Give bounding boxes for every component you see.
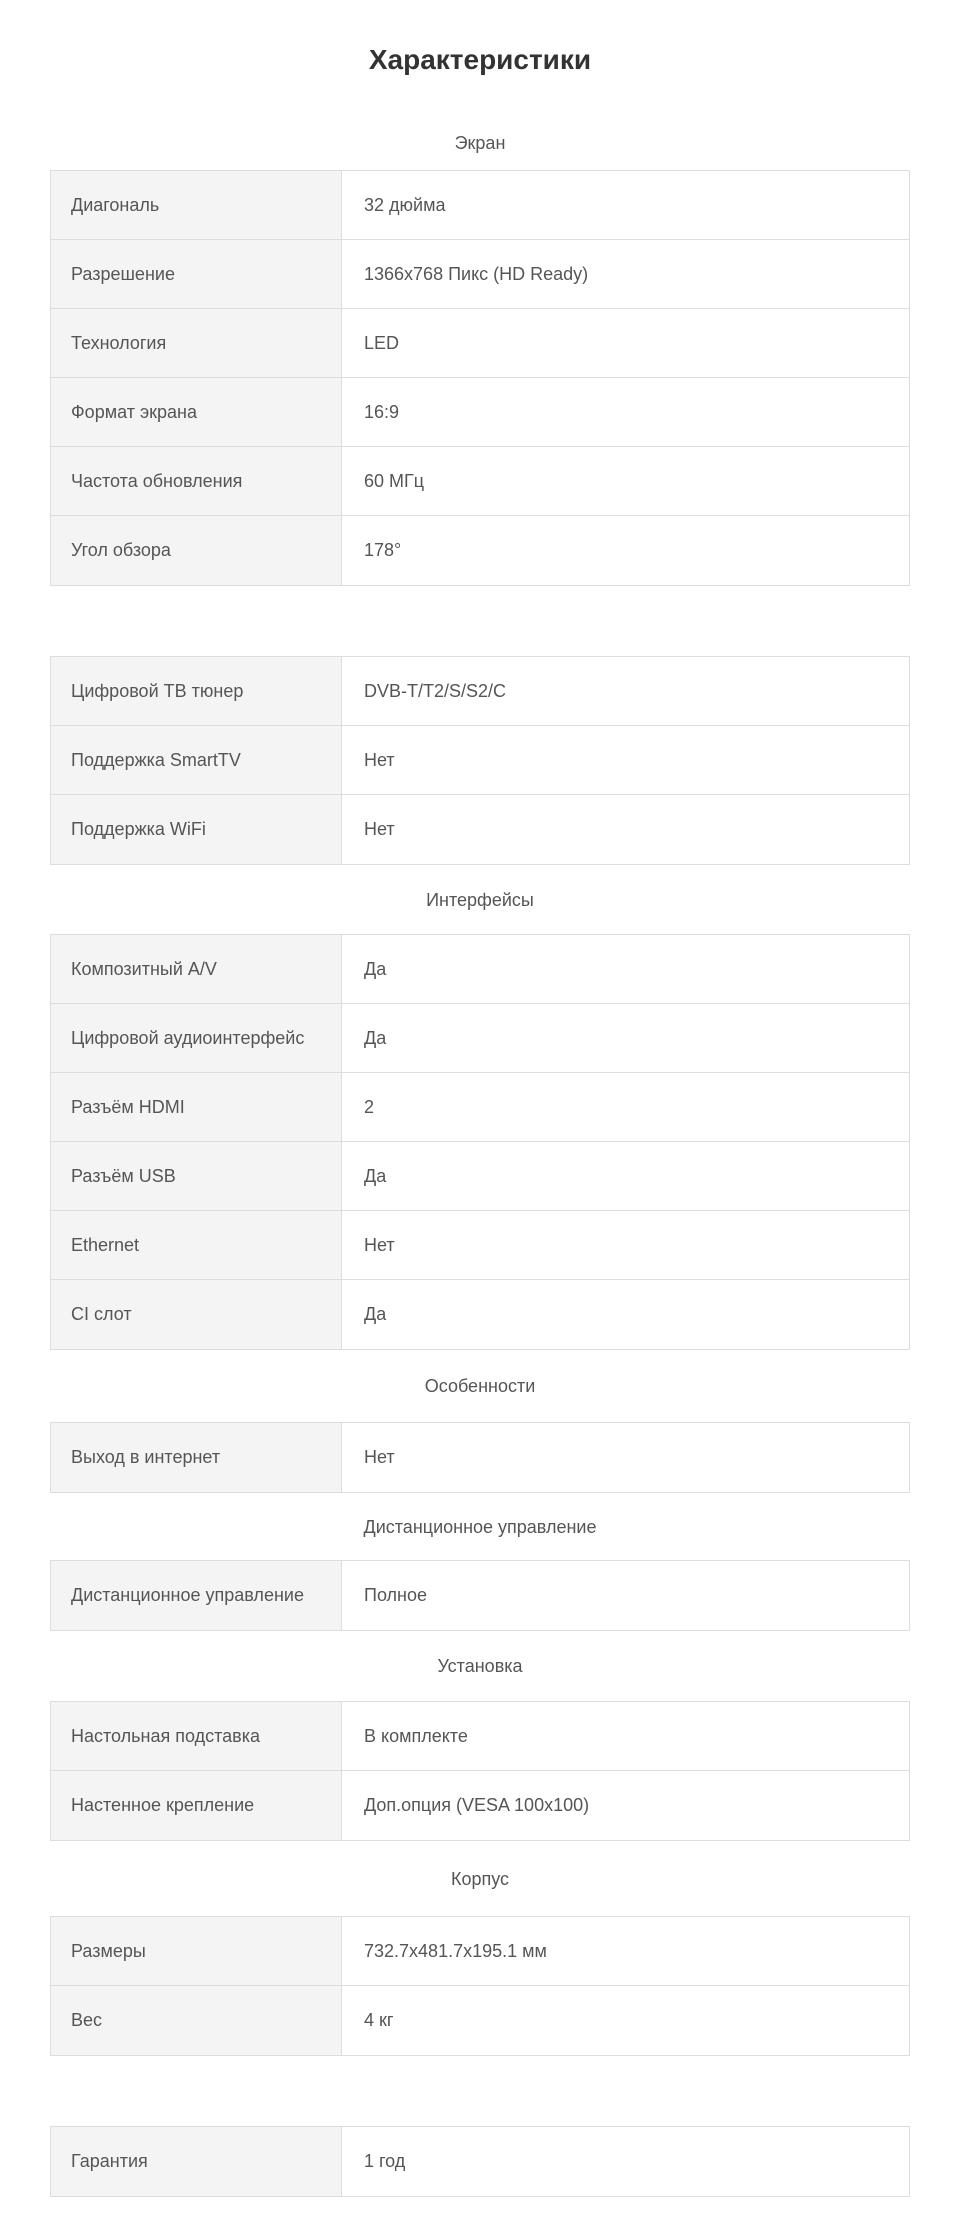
- spec-row: [51, 795, 909, 864]
- spec-section: [50, 1841, 910, 2126]
- spec-section: [50, 1493, 910, 1631]
- spec-row: [51, 1423, 909, 1492]
- spec-value: Полное: [364, 1585, 428, 1605]
- spec-label: Дистанционное управление: [51, 1561, 342, 1630]
- spec-section: [50, 656, 910, 865]
- spec-value: 178°: [364, 540, 402, 560]
- spec-label: Поддержка SmartTV: [51, 726, 342, 794]
- spec-row: [51, 2127, 909, 2196]
- spec-table: [50, 1422, 910, 1493]
- spec-value: 16:9: [364, 401, 400, 422]
- spec-section: [50, 1631, 910, 1841]
- section-spacer: [50, 2056, 910, 2126]
- spec-table: [50, 170, 910, 586]
- spec-value: В комплекте: [364, 1725, 468, 1746]
- spec-table: [50, 934, 910, 1350]
- spec-label: Вес: [51, 1986, 342, 2055]
- spec-label: Частота обновления: [51, 447, 342, 515]
- spec-label: Угол обзора: [51, 516, 342, 585]
- spec-label: Цифровой аудиоинтерфейс: [51, 1004, 342, 1072]
- page-title: Характеристики: [368, 44, 592, 75]
- spec-label: Цифровой ТВ тюнер: [51, 657, 342, 725]
- spec-section: [50, 116, 910, 656]
- spec-row: [51, 1142, 909, 1211]
- spec-row: [51, 171, 909, 240]
- spec-container: [0, 116, 960, 2197]
- spec-label: Размеры: [51, 1917, 342, 1985]
- spec-value: Да: [364, 1027, 387, 1048]
- spec-label: Гарантия: [51, 2127, 342, 2196]
- spec-value: 732.7x481.7x195.1 мм: [364, 1940, 547, 1961]
- spec-table: [50, 1916, 910, 2056]
- spec-row: [51, 1280, 909, 1349]
- spec-value: Нет: [364, 749, 395, 770]
- spec-row: [51, 447, 909, 516]
- spec-row: [51, 1211, 909, 1280]
- spec-value: Нет: [364, 819, 395, 839]
- spec-label: Технология: [51, 309, 342, 377]
- spec-value: 2: [364, 1096, 375, 1117]
- spec-row: [51, 1073, 909, 1142]
- spec-label: Формат экрана: [51, 378, 342, 446]
- spec-value: Да: [364, 958, 387, 979]
- spec-section: [50, 1350, 910, 1493]
- spec-label: Композитный A/V: [51, 935, 342, 1003]
- spec-label: Поддержка WiFi: [51, 795, 342, 864]
- spec-value: DVB-T/T2/S/S2/C: [364, 680, 507, 701]
- spec-table: [50, 1560, 910, 1631]
- spec-row: [51, 726, 909, 795]
- spec-label: Разъём USB: [51, 1142, 342, 1210]
- spec-row: [51, 935, 909, 1004]
- spec-value: 1366x768 Пикс (HD Ready): [364, 263, 589, 284]
- spec-label: Настенное крепление: [51, 1771, 342, 1840]
- spec-table: [50, 2126, 910, 2197]
- spec-value: Да: [364, 1304, 387, 1324]
- spec-row: [51, 1917, 909, 1986]
- spec-row: [51, 516, 909, 585]
- spec-row: [51, 1004, 909, 1073]
- spec-row: [51, 1702, 909, 1771]
- spec-label: CI слот: [51, 1280, 342, 1349]
- section-heading: Экран: [454, 133, 506, 153]
- spec-row: [51, 1771, 909, 1840]
- spec-table: [50, 1701, 910, 1841]
- spec-section: [50, 2126, 910, 2197]
- spec-value: 4 кг: [364, 2010, 394, 2030]
- spec-value: Нет: [364, 1447, 395, 1467]
- spec-value: Да: [364, 1165, 387, 1186]
- spec-label: Диагональ: [51, 171, 342, 239]
- spec-row: [51, 309, 909, 378]
- spec-row: [51, 378, 909, 447]
- spec-label: Настольная подставка: [51, 1702, 342, 1770]
- spec-table: [50, 656, 910, 865]
- spec-value: 32 дюйма: [364, 194, 446, 215]
- section-heading: Интерфейсы: [426, 889, 534, 910]
- spec-row: [51, 657, 909, 726]
- section-spacer: [50, 586, 910, 656]
- section-heading: Особенности: [424, 1376, 536, 1396]
- spec-row: [51, 240, 909, 309]
- spec-label: Ethernet: [51, 1211, 342, 1279]
- section-heading: Дистанционное управление: [363, 1516, 597, 1537]
- spec-value: 1 год: [364, 2151, 406, 2171]
- section-heading: Корпус: [450, 1868, 510, 1889]
- section-heading: Установка: [437, 1656, 523, 1676]
- spec-value: LED: [364, 332, 400, 353]
- spec-label: Разъём HDMI: [51, 1073, 342, 1141]
- spec-label: Выход в интернет: [51, 1423, 342, 1492]
- spec-row: [51, 1986, 909, 2055]
- spec-value: Нет: [364, 1234, 395, 1255]
- spec-value: Доп.опция (VESA 100x100): [364, 1795, 590, 1815]
- spec-label: Разрешение: [51, 240, 342, 308]
- spec-section: [50, 865, 910, 1350]
- spec-row: [51, 1561, 909, 1630]
- spec-value: 60 МГц: [364, 470, 425, 491]
